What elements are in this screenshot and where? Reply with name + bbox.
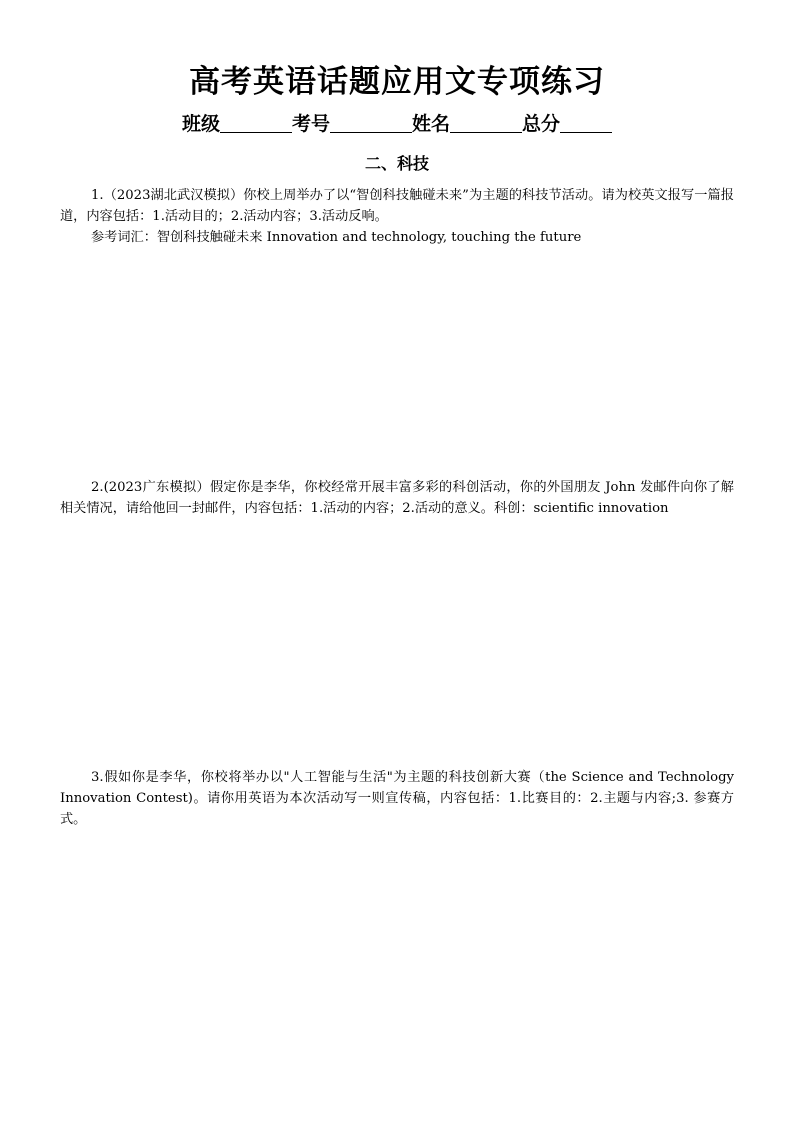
score-blank[interactable]	[560, 112, 612, 133]
name-label: 姓名	[412, 113, 451, 135]
exam-number-label: 考号	[291, 113, 330, 135]
score-label: 总分	[522, 113, 561, 135]
section-title: 二、科技	[364, 154, 429, 173]
page-title: 高考英语话题应用文专项练习	[189, 64, 605, 100]
student-info-line	[0, 110, 794, 138]
class-blank[interactable]	[220, 112, 292, 133]
question-2-prompt: 2.(2023广东模拟）假定你是李华，你校经常开展丰富多彩的科创活动，你的外国朋友 John 发邮件向你了解相关情况，请给他回一封邮件，内容包括：1.活动的内容；2.活动的意义。科创：scientific innovation	[60, 480, 734, 516]
question-3-prompt: 3.假如你是李华，你校将举办以"人工智能与生活"为主题的科技创新大赛（the Science and Technology Innovation Contest)。请你用英语为本次活动写一则宣传稿，内容包括：1.比赛目的：2.主题与内容;3. 参赛方式。	[60, 770, 734, 827]
question-1	[60, 186, 734, 248]
question-3	[60, 768, 734, 830]
exam-number-blank[interactable]	[330, 112, 412, 133]
question-2	[60, 478, 734, 520]
class-label: 班级	[181, 113, 220, 135]
name-blank[interactable]	[450, 112, 522, 133]
question-1-prompt: 1.（2023湖北武汉模拟）你校上周举办了以“智创科技触碰未来”为主题的科技节活动。请为校英文报写一篇报道，内容包括：1.活动目的；2.活动内容；3.活动反响。	[60, 188, 734, 224]
question-1-vocabulary-note: 参考词汇：智创科技触碰未来 Innovation and technology, touching the future	[91, 229, 582, 245]
